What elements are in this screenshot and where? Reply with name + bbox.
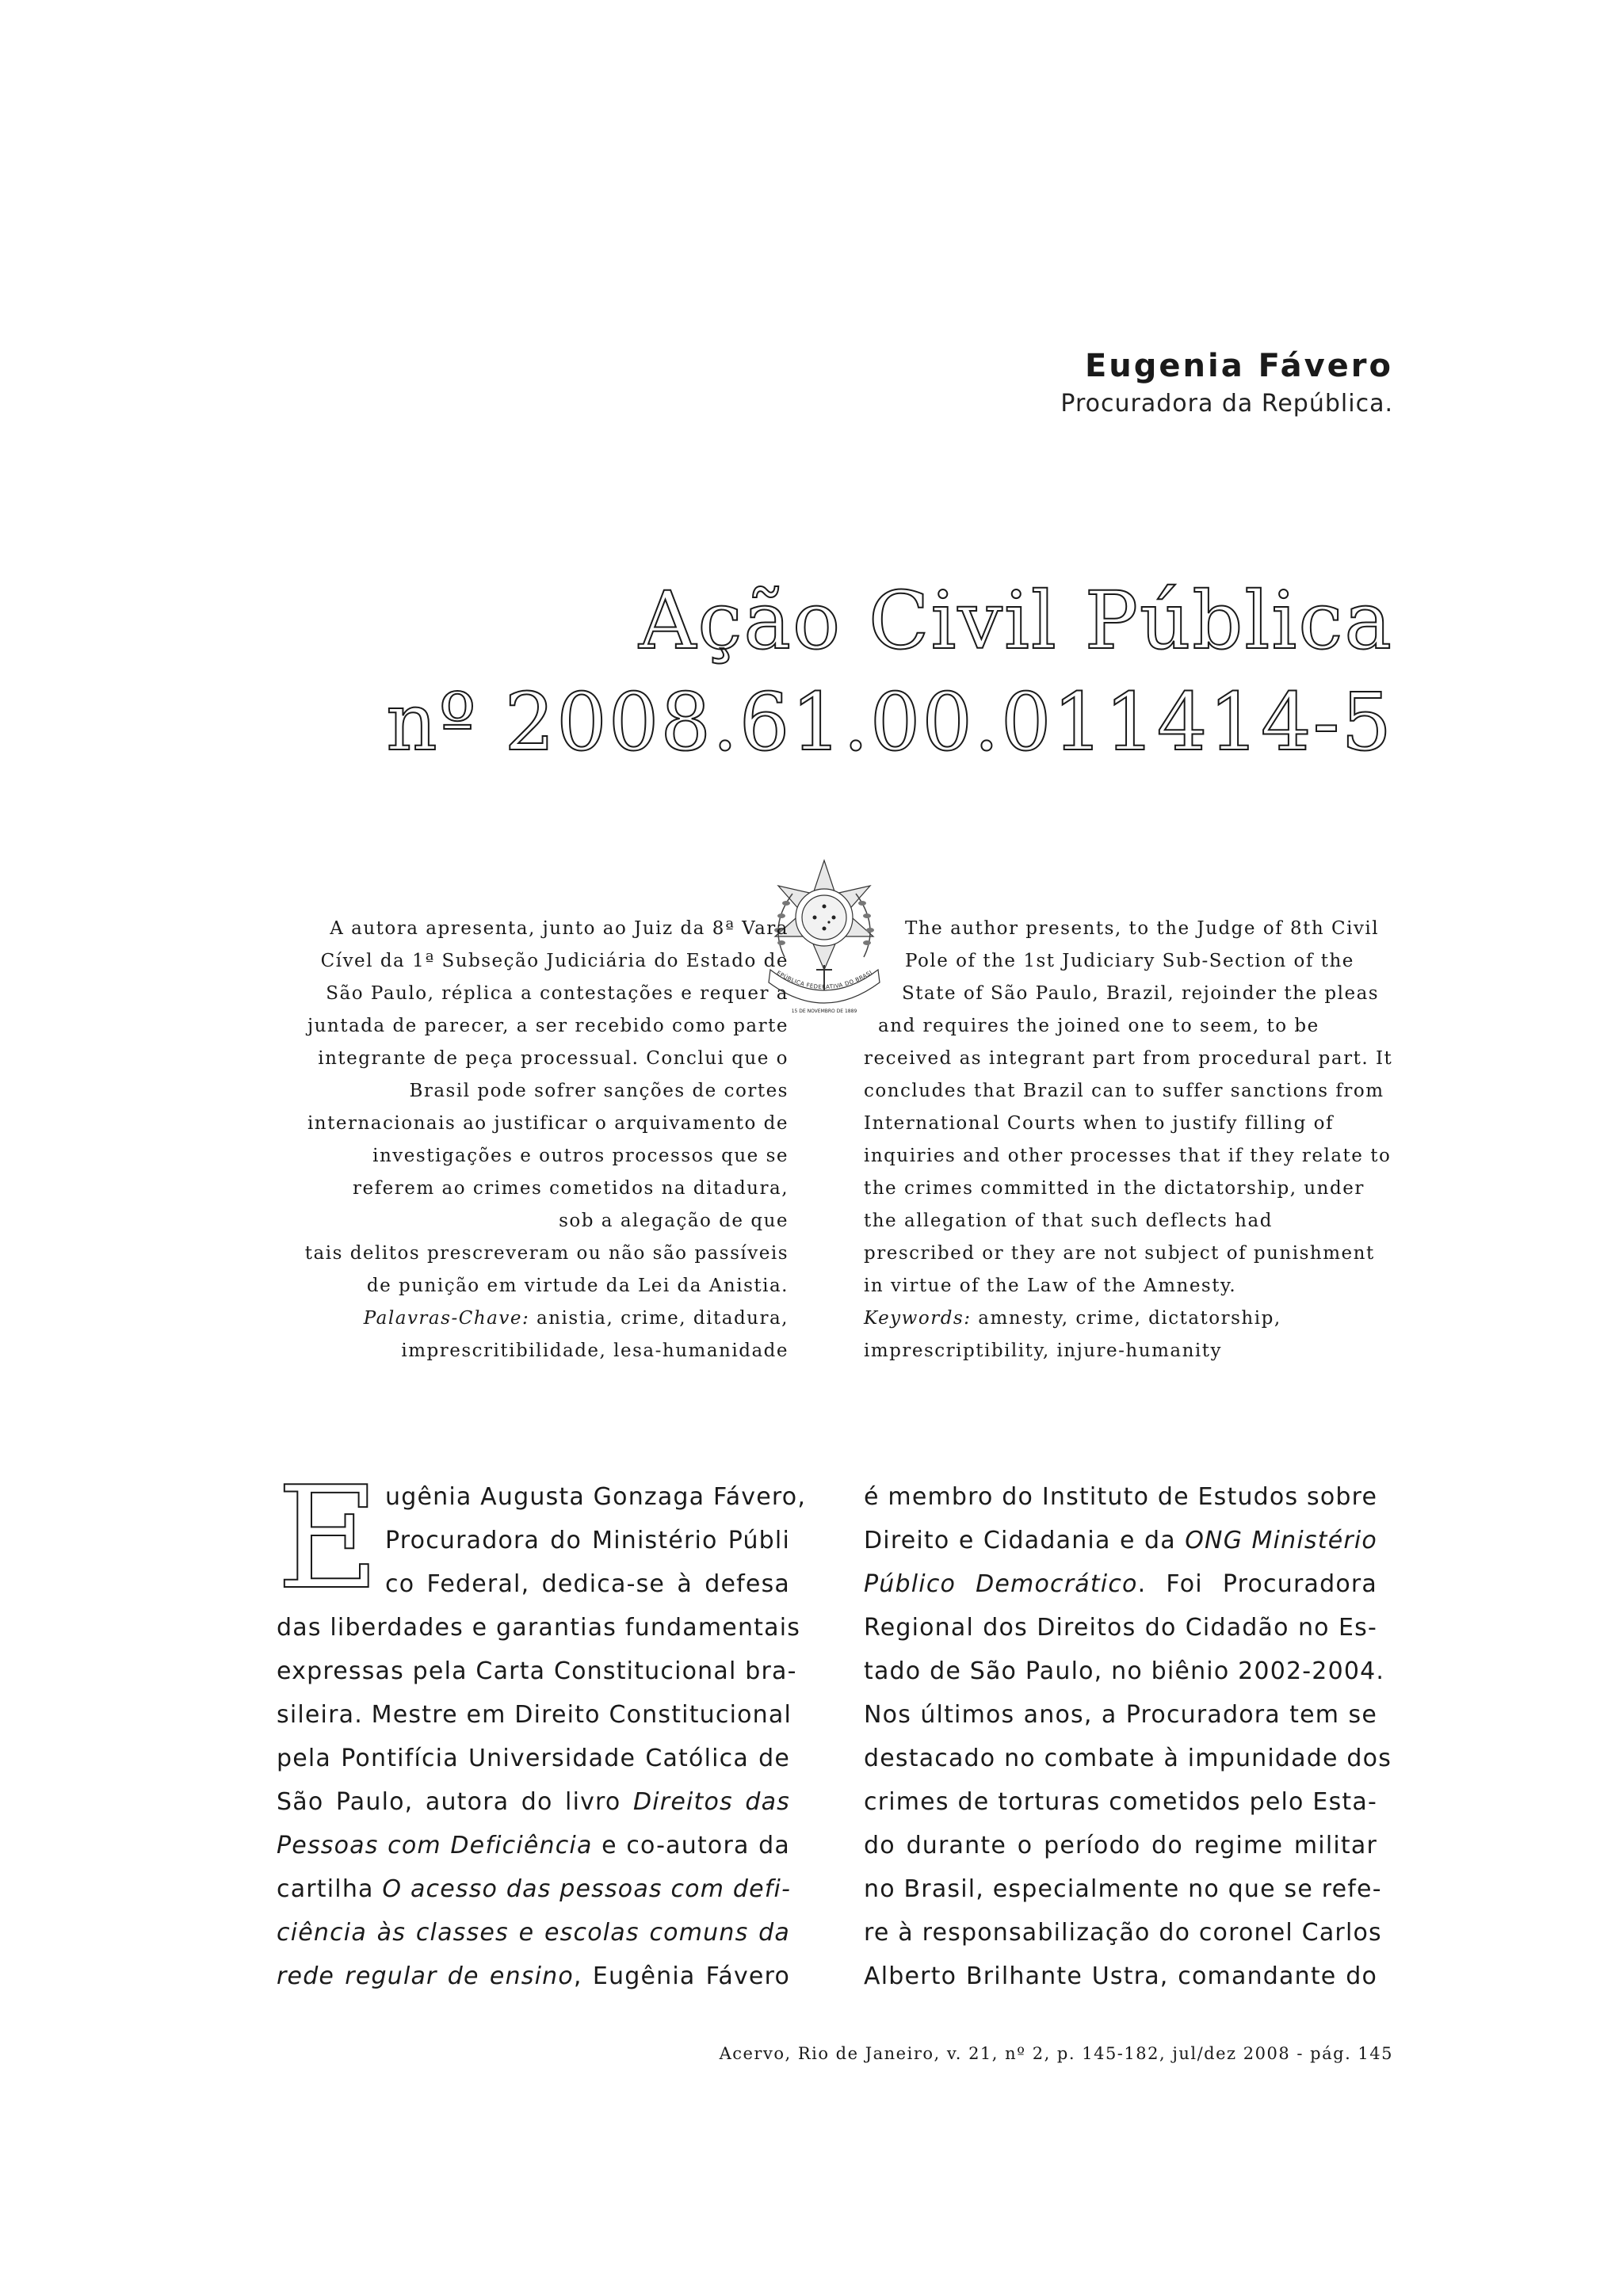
book-title: Pessoas com Deficiência	[277, 1832, 593, 1859]
abstract-pt-line: integrante de peça processual. Conclui que o	[318, 1048, 789, 1069]
body-text: . Foi Procuradora	[1137, 1570, 1377, 1598]
keywords-pt-line-2: imprescritibilidade, lesa-humanidade	[401, 1341, 789, 1361]
body-line: do durante o período do regime militar	[864, 1832, 1377, 1859]
keywords-en-line-1	[864, 1302, 1419, 1335]
abstract-en-line: inquiries and other processes that if they relate to	[864, 1146, 1392, 1166]
body-line: sileira. Mestre em Direito Constitucional	[277, 1701, 792, 1729]
abstract-pt-line: A autora apresenta, junto ao Juiz da 8ª Vara	[330, 918, 789, 939]
abstract-pt-line: tais delitos prescreveram ou não são passíveis	[304, 1243, 789, 1264]
body-text: , Eugênia Fávero	[573, 1962, 790, 1990]
abstract-en-line: in virtue of the Law of the Amnesty.	[864, 1276, 1237, 1296]
body-text: Direito e Cidadania e da	[864, 1527, 1186, 1554]
body-line	[277, 1780, 790, 1824]
author-role: Procuradora da República.	[1060, 390, 1393, 418]
body-line: das liberdades e garantias fundamentais	[277, 1614, 801, 1642]
keywords-pt-line-1	[254, 1302, 789, 1335]
article-title	[386, 570, 1393, 773]
body-line: Alberto Brilhante Ustra, comandante do	[864, 1962, 1377, 1990]
body-line: é membro do Instituto de Estudos sobre	[864, 1483, 1378, 1511]
body-line: destacado no combate à impunidade dos	[864, 1745, 1392, 1772]
body-line	[277, 1955, 790, 1998]
abstract-pt-line: Cível da 1ª Subseção Judiciária do Estado de	[320, 951, 789, 971]
abstract-en-line: International Courts when to justify filling of	[864, 1113, 1334, 1134]
abstract-pt-line: de punição em virtude da Lei da Anistia.	[366, 1276, 789, 1296]
booklet-title: O acesso das pessoas com defi-	[382, 1875, 792, 1903]
author-block	[1060, 345, 1393, 421]
body-column-right	[864, 1475, 1392, 1998]
abstract-en-line: received as integrant part from procedural part. It	[864, 1048, 1393, 1069]
body-line: ugênia Augusta Gonzaga Fávero,	[385, 1483, 807, 1511]
organization-name: Público Democrático	[864, 1570, 1138, 1598]
booklet-title: rede regular de ensino	[277, 1962, 574, 1990]
keywords-en-values: amnesty, crime, dictatorship,	[978, 1308, 1281, 1329]
author-name: Eugenia Fávero	[1084, 348, 1393, 384]
abstract-en-line: The author presents, to the Judge of 8th Civil	[905, 918, 1380, 939]
abstract-en-line: and requires the joined one to seem, to be	[878, 1016, 1319, 1036]
emblem-ribbon-text: EPÚBLICA FEDERATIVA DO BRASI	[775, 969, 874, 991]
keywords-en-line-2: imprescriptibility, injure-humanity	[864, 1341, 1222, 1361]
abstract-english	[864, 913, 1419, 1367]
abstract-pt-line: Brasil pode sofrer sanções de cortes	[409, 1081, 789, 1101]
body-text: São Paulo, autora do livro	[277, 1788, 633, 1816]
abstract-portuguese	[254, 913, 789, 1367]
body-line: expressas pela Carta Constitucional bra-	[277, 1657, 797, 1685]
booklet-title: ciência às classes e escolas comuns da	[277, 1919, 790, 1947]
body-column-left	[277, 1456, 807, 1998]
body-line: Procuradora do Ministério Públi	[385, 1527, 790, 1554]
body-text: e co-autora da	[592, 1832, 790, 1859]
body-line: co Federal, dedica-se à defesa	[385, 1570, 790, 1598]
keywords-en-label: Keywords:	[864, 1308, 972, 1329]
abstract-en-line: concludes that Brazil can to suffer sanctions from	[864, 1081, 1384, 1101]
abstract-pt-line: internacionais ao justificar o arquivamento de	[307, 1113, 789, 1134]
abstract-en-line: prescribed or they are not subject of punishment	[864, 1243, 1375, 1264]
body-line: Nos últimos anos, a Procuradora tem se	[864, 1701, 1377, 1729]
title-line-2: nº 2008.61.00.011414-5	[386, 676, 1393, 769]
abstract-en-line: Pole of the 1st Judiciary Sub-Section of the	[905, 951, 1354, 971]
body-line: re à responsabilização do coronel Carlos	[864, 1919, 1382, 1947]
body-text: cartilha	[277, 1875, 383, 1903]
page-footer-citation: Acervo, Rio de Janeiro, v. 21, nº 2, p. 145-182, jul/dez 2008 - pág. 145	[719, 2044, 1393, 2063]
body-line	[277, 1824, 790, 1867]
body-line	[277, 1911, 790, 1955]
keywords-pt-values: anistia, crime, ditadura,	[537, 1308, 789, 1329]
title-line-1: Ação Civil Pública	[639, 574, 1393, 667]
emblem-date-text: 15 DE NOVEMBRO DE 1889	[791, 1009, 857, 1014]
body-line	[864, 1562, 1377, 1606]
abstract-pt-line: São Paulo, réplica a contestações e requer a	[326, 983, 789, 1004]
organization-name: ONG Ministério	[1185, 1527, 1377, 1554]
body-line: no Brasil, especialmente no que se refe-	[864, 1875, 1382, 1903]
abstract-pt-line: investigações e outros processos que se	[372, 1146, 789, 1166]
keywords-pt-label: Palavras-Chave:	[363, 1308, 530, 1329]
body-line: tado de São Paulo, no biênio 2002-2004.	[864, 1657, 1385, 1685]
body-line	[277, 1867, 790, 1911]
abstract-en-line: State of São Paulo, Brazil, rejoinder the pleas	[902, 983, 1380, 1004]
body-line	[864, 1519, 1377, 1562]
body-line: pela Pontifícia Universidade Católica de	[277, 1745, 790, 1772]
body-line: crimes de torturas cometidos pelo Esta-	[864, 1788, 1377, 1816]
abstract-pt-line: referem ao crimes cometidos na ditadura,	[353, 1178, 789, 1199]
drop-cap: E	[277, 1456, 380, 1620]
body-line: Regional dos Direitos do Cidadão no Es-	[864, 1614, 1377, 1642]
abstract-en-line: the crimes committed in the dictatorship, under	[864, 1178, 1365, 1199]
book-title: Direitos das	[632, 1788, 790, 1816]
abstract-pt-line: juntada de parecer, a ser recebido como parte	[307, 1016, 789, 1036]
abstract-en-line: the allegation of that such deflects had	[864, 1211, 1273, 1231]
abstract-pt-line: sob a alegação de que	[559, 1211, 789, 1231]
